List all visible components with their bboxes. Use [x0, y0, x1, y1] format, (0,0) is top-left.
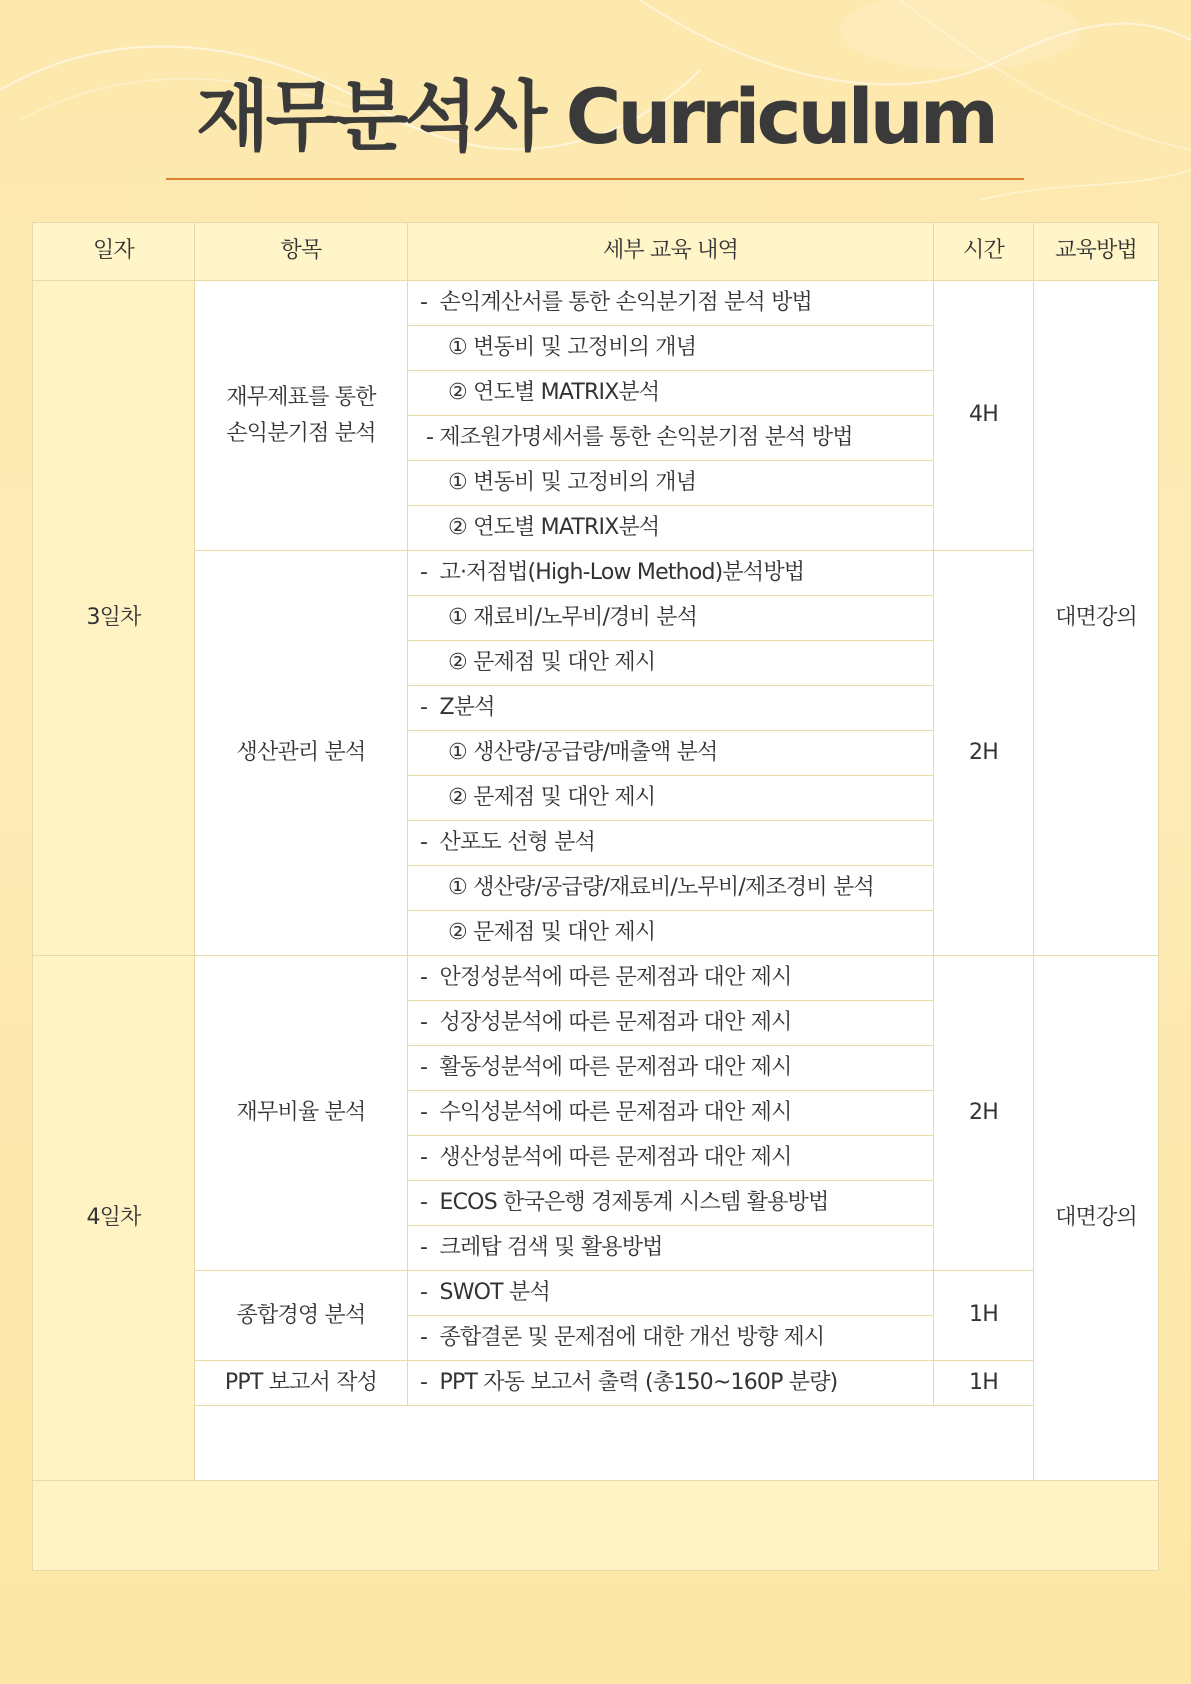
item-label-line: 손익분기점 분석	[226, 420, 376, 446]
detail-item: - SWOT 분석	[408, 1271, 934, 1316]
detail-item: ① 생산량/공급량/매출액 분석	[408, 731, 934, 776]
detail-item: - ECOS 한국은행 경제통계 시스템 활용방법	[408, 1181, 934, 1226]
detail-item: - 종합결론 및 문제점에 대한 개선 방향 제시	[408, 1316, 934, 1361]
detail-item: ② 연도별 MATRIX분석	[408, 506, 934, 551]
item-label	[195, 956, 408, 1271]
table-footer-row	[33, 1481, 1159, 1571]
footer-band	[33, 1481, 1159, 1571]
detail-item: - 활동성분석에 따른 문제점과 대안 제시	[408, 1046, 934, 1091]
hours-value: 2H	[934, 956, 1034, 1271]
detail-item: ② 문제점 및 대안 제시	[408, 776, 934, 821]
curriculum-table	[32, 222, 1159, 1571]
detail-item: - 생산성분석에 따른 문제점과 대안 제시	[408, 1136, 934, 1181]
detail-item: - 크레탑 검색 및 활용방법	[408, 1226, 934, 1271]
hours-value: 4H	[934, 281, 1034, 551]
detail-item: - PPT 자동 보고서 출력 (총150~160P 분량)	[408, 1361, 934, 1406]
table-row	[33, 281, 1159, 326]
detail-item: ① 재료비/노무비/경비 분석	[408, 596, 934, 641]
table-row-empty	[33, 1406, 1159, 1481]
item-label-line: 종합경영 분석	[236, 1302, 366, 1328]
title-divider	[166, 178, 1024, 180]
detail-item: - 고·저점법(High-Low Method)분석방법	[408, 551, 934, 596]
empty-cell	[195, 1406, 1034, 1481]
method-label: 대면강의	[1034, 281, 1159, 956]
detail-item: - 성장성분석에 따른 문제점과 대안 제시	[408, 1001, 934, 1046]
item-label-line: PPT 보고서 작성	[224, 1370, 378, 1395]
page-title: 재무분석사 Curriculum	[196, 72, 995, 161]
header-method: 교육방법	[1034, 223, 1159, 281]
detail-item: ① 생산량/공급량/재료비/노무비/제조경비 분석	[408, 866, 934, 911]
method-label: 대면강의	[1034, 956, 1159, 1481]
detail-item: - 수익성분석에 따른 문제점과 대안 제시	[408, 1091, 934, 1136]
detail-item: - 산포도 선형 분석	[408, 821, 934, 866]
detail-item: ② 연도별 MATRIX분석	[408, 371, 934, 416]
item-label	[195, 551, 408, 956]
detail-item: - 안정성분석에 따른 문제점과 대안 제시	[408, 956, 934, 1001]
day-label: 3일차	[33, 281, 195, 956]
detail-item: ② 문제점 및 대안 제시	[408, 911, 934, 956]
header-details: 세부 교육 내역	[408, 223, 934, 281]
header-item: 항목	[195, 223, 408, 281]
item-label	[195, 1361, 408, 1406]
detail-item: ② 문제점 및 대안 제시	[408, 641, 934, 686]
table-header-row	[33, 223, 1159, 281]
hours-value: 2H	[934, 551, 1034, 956]
detail-item: ① 변동비 및 고정비의 개념	[408, 461, 934, 506]
header-date: 일자	[33, 223, 195, 281]
item-label	[195, 281, 408, 551]
item-label	[195, 1271, 408, 1361]
table-row	[33, 1361, 1159, 1406]
detail-item: - 손익계산서를 통한 손익분기점 분석 방법	[408, 281, 934, 326]
hours-value: 1H	[934, 1361, 1034, 1406]
table-row	[33, 551, 1159, 596]
item-label-line: 재무비율 분석	[236, 1100, 366, 1125]
detail-item: - Z분석	[408, 686, 934, 731]
header-hours: 시간	[934, 223, 1034, 281]
table-body	[33, 281, 1159, 1571]
detail-item: ① 변동비 및 고정비의 개념	[408, 326, 934, 371]
hours-value: 1H	[934, 1271, 1034, 1361]
item-label-line: 재무제표를 통한	[226, 384, 376, 410]
table-row	[33, 956, 1159, 1001]
item-label-line: 생산관리 분석	[236, 740, 366, 765]
detail-item: - 제조원가명세서를 통한 손익분기점 분석 방법	[408, 416, 934, 461]
table-row	[33, 1271, 1159, 1316]
day-label: 4일차	[33, 956, 195, 1481]
